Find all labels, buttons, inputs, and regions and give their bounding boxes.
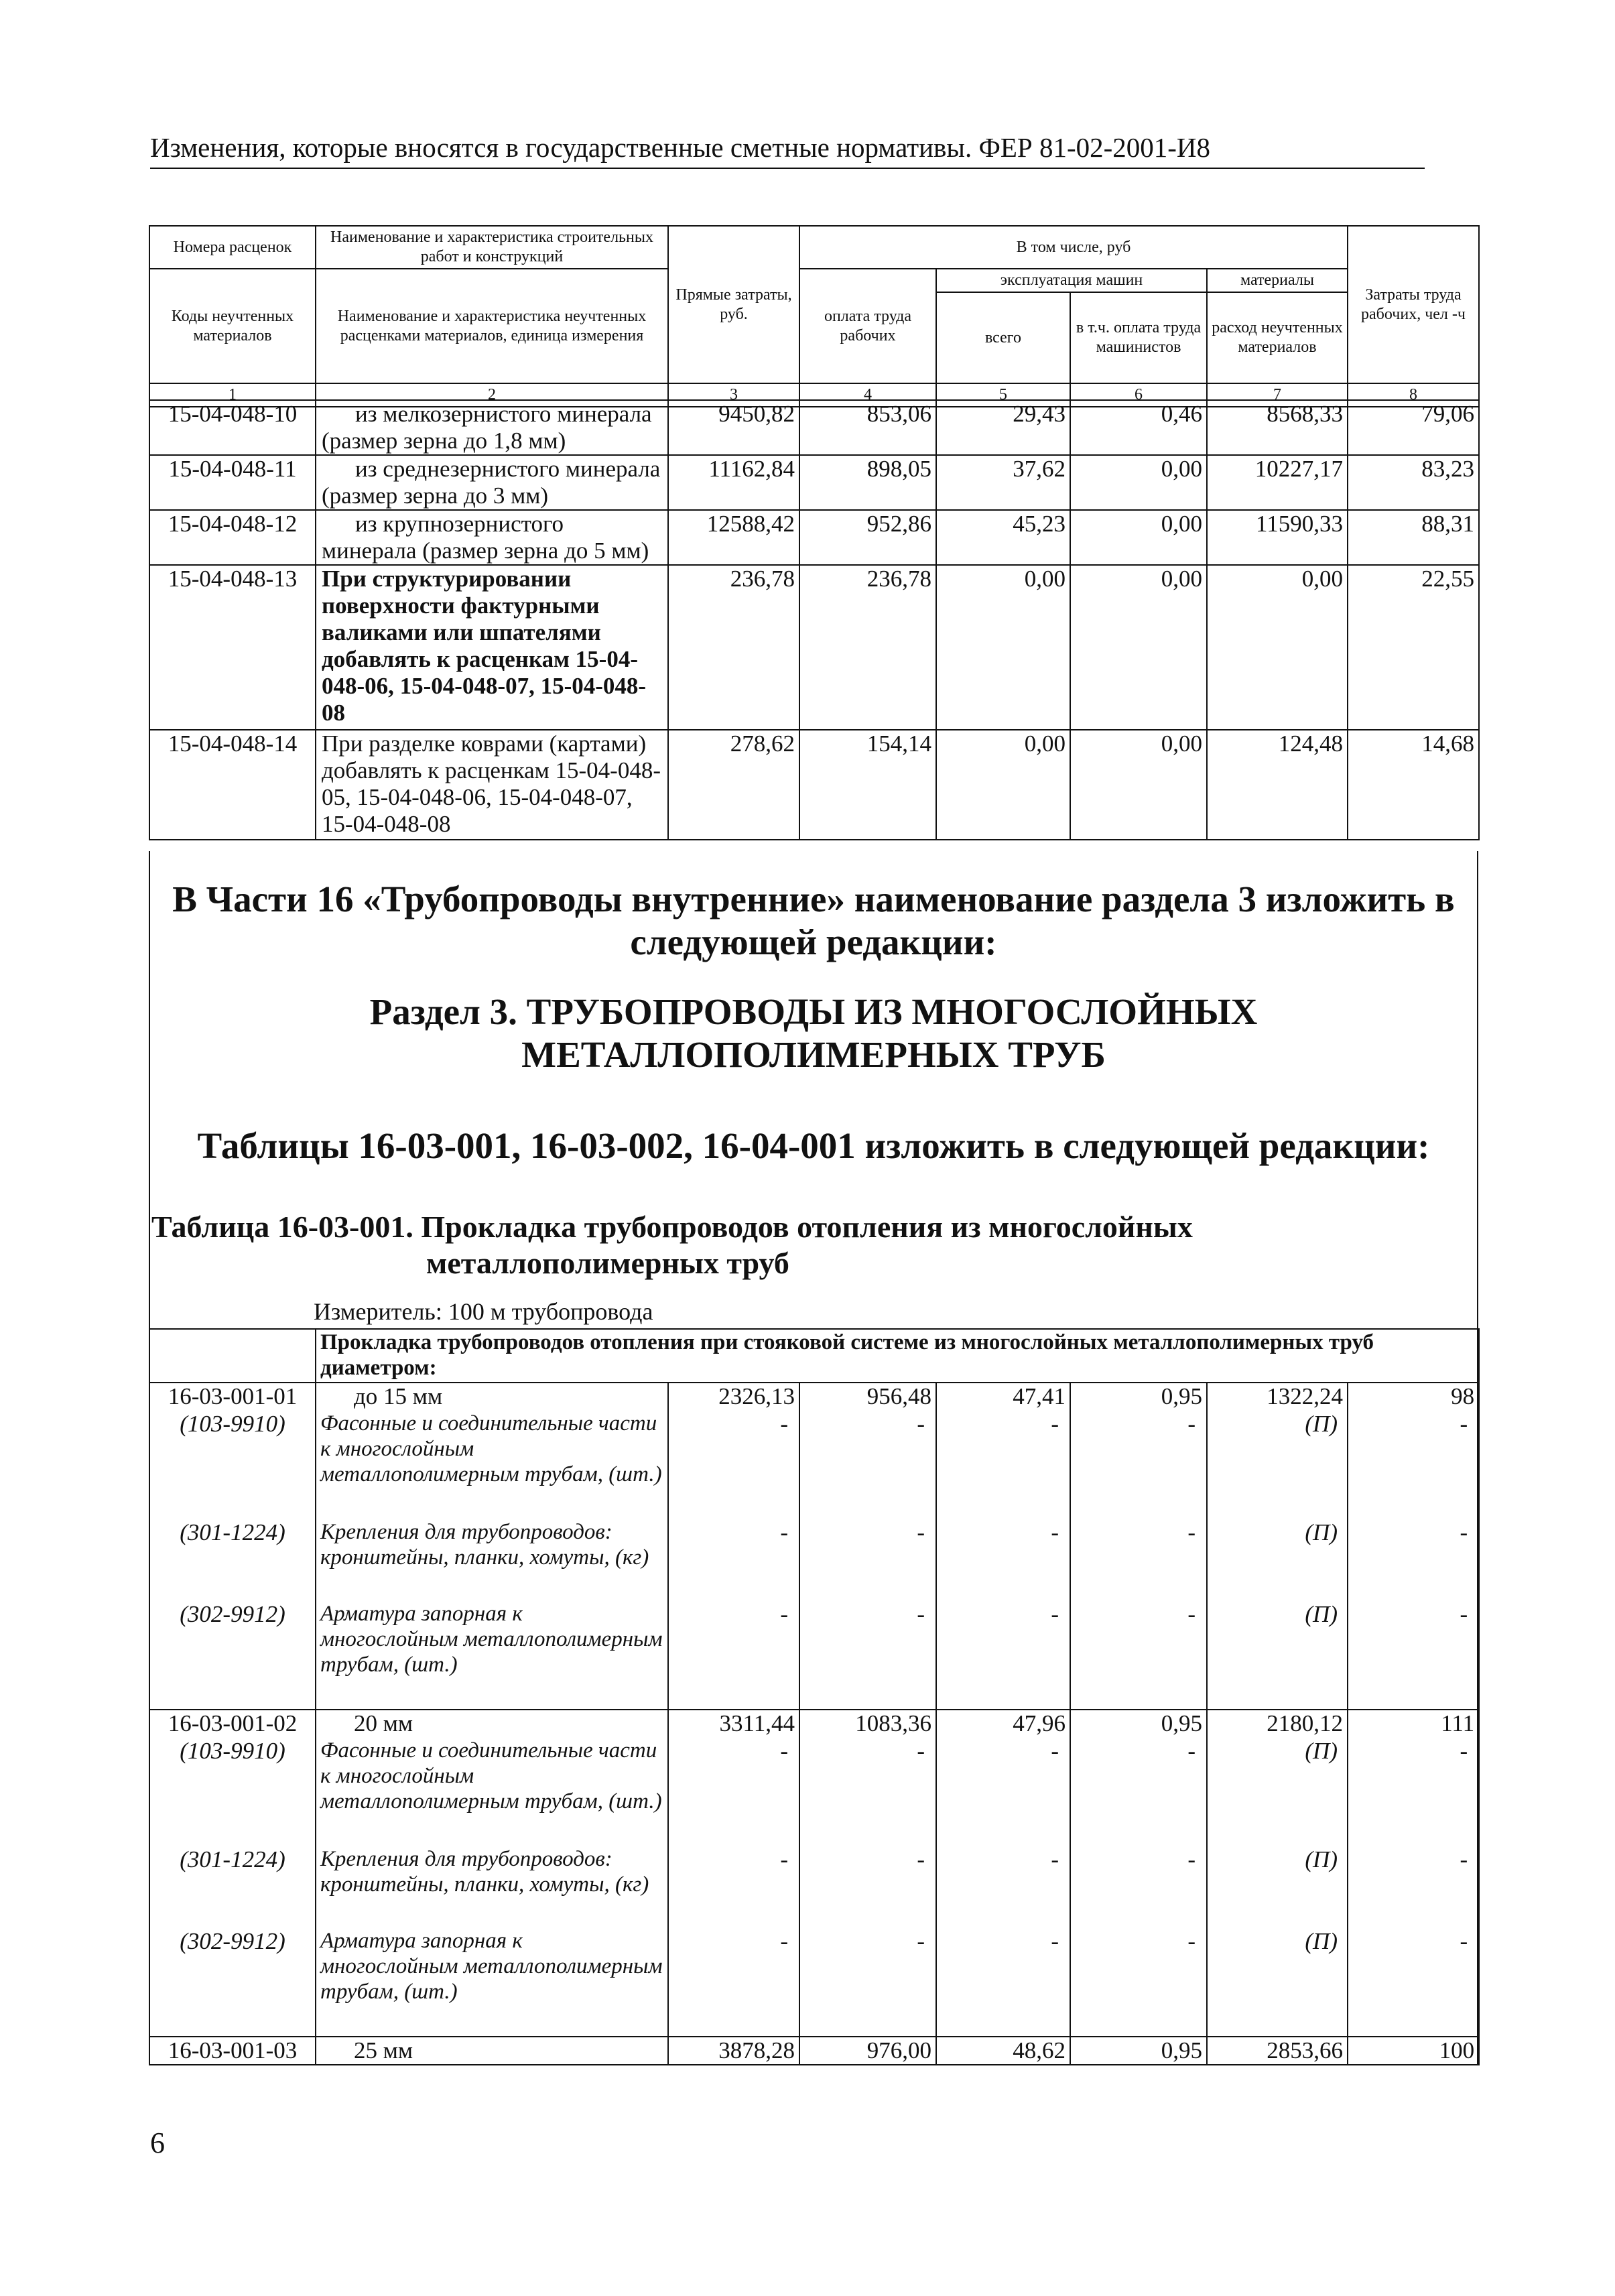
page-number: 6	[150, 2126, 165, 2159]
cell-value: -	[936, 1601, 1070, 1710]
cell-value: 2326,13	[668, 1383, 799, 1411]
rate-name: из крупнозернистого минерала (размер зерна до 5 мм)	[316, 510, 668, 565]
col-num: 8	[1348, 383, 1479, 407]
table-row	[149, 455, 1479, 510]
material-code: (301-1224)	[149, 1519, 316, 1601]
cell-value: -	[936, 1411, 1070, 1519]
cell-value: 236,78	[668, 565, 799, 730]
cell-value: 124,48	[1207, 730, 1348, 840]
blank-cell	[149, 1329, 316, 1383]
table-row	[149, 1383, 1479, 1411]
col-num: 1	[149, 383, 316, 407]
cell-value: 0,00	[1070, 565, 1207, 730]
cell-value: 98	[1348, 1383, 1479, 1411]
table-row	[149, 510, 1479, 565]
cell-value: 1083,36	[799, 1710, 936, 1738]
machines-header: эксплуатация машин	[936, 269, 1207, 292]
material-row	[149, 1519, 1479, 1601]
col-num: 4	[799, 383, 936, 407]
cell-value: 11162,84	[668, 455, 799, 510]
cell-value: -	[1348, 1411, 1479, 1519]
cell-value: 0,95	[1070, 1383, 1207, 1411]
rates-table-16-03-001	[149, 1328, 1480, 2065]
cell-value: 0,95	[1070, 2037, 1207, 2065]
cell-value: -	[936, 1738, 1070, 1846]
cell-value: 976,00	[799, 2037, 936, 2065]
cell-value: 14,68	[1348, 730, 1479, 840]
cell-value: 0,95	[1070, 1710, 1207, 1738]
material-row	[149, 1601, 1479, 1710]
col-num: 7	[1207, 383, 1348, 407]
cell-value: 154,14	[799, 730, 936, 840]
cell-value: -	[668, 1846, 799, 1928]
materials-header: материалы	[1207, 269, 1348, 292]
col5-header: всего	[936, 292, 1070, 383]
rate-code: 15-04-048-12	[149, 510, 316, 565]
col-num: 6	[1070, 383, 1207, 407]
cell-value: -	[1070, 1928, 1207, 2037]
cell-value: 0,00	[1207, 565, 1348, 730]
cell-value: -	[668, 1928, 799, 2037]
cell-value: -	[1348, 1928, 1479, 2037]
material-name: Крепления для трубопроводов: кронштейны, планки, хомуты, (кг)	[316, 1846, 668, 1928]
section-instruction: В Части 16 «Трубопроводы внутренние» наименование раздела 3 изложить в следующей редакции:	[172, 879, 1455, 962]
measure-unit: Измеритель: 100 м трубопровода	[314, 1298, 653, 1325]
table-title-line-1: Таблица 16-03-001. Прокладка трубопроводов отопления из многослойных	[151, 1210, 1193, 1244]
material-code: (302-9912)	[149, 1601, 316, 1710]
cell-value: -	[936, 1928, 1070, 2037]
cell-value: 10227,17	[1207, 455, 1348, 510]
rate-code: 16-03-001-03	[149, 2037, 316, 2065]
cell-value: 100	[1348, 2037, 1479, 2065]
col1-top-header: Номера расценок	[149, 226, 316, 269]
col7-header: расход неучтенных материалов	[1207, 292, 1348, 383]
cell-value: 47,41	[936, 1383, 1070, 1411]
cell-value: (П)	[1207, 1519, 1348, 1601]
rates-table-15-04-048	[149, 399, 1480, 840]
material-name: Крепления для трубопроводов: кронштейны, планки, хомуты, (кг)	[316, 1519, 668, 1601]
cell-value: 0,00	[1070, 510, 1207, 565]
cell-value: 88,31	[1348, 510, 1479, 565]
table-row	[149, 1710, 1479, 1738]
material-row	[149, 1928, 1479, 2037]
cell-value: (П)	[1207, 1601, 1348, 1710]
cell-value: (П)	[1207, 1411, 1348, 1519]
cell-value: -	[799, 1601, 936, 1710]
material-row	[149, 1846, 1479, 1928]
cell-value: (П)	[1207, 1846, 1348, 1928]
col4-header: оплата труда рабочих	[799, 269, 936, 383]
cell-value: 111	[1348, 1710, 1479, 1738]
cell-value: 952,86	[799, 510, 936, 565]
cell-value: 29,43	[936, 400, 1070, 455]
cell-value: 9450,82	[668, 400, 799, 455]
cell-value: 0,00	[1070, 455, 1207, 510]
rate-name: 25 мм	[316, 2037, 668, 2065]
rate-code: 16-03-001-02	[149, 1710, 316, 1738]
cell-value: 278,62	[668, 730, 799, 840]
header-rule	[150, 168, 1425, 169]
cell-value: 12588,42	[668, 510, 799, 565]
cell-value: -	[668, 1601, 799, 1710]
cell-value: -	[936, 1519, 1070, 1601]
cell-value: -	[668, 1411, 799, 1519]
col1-bottom-header: Коды неучтенных материалов	[149, 269, 316, 383]
rate-name: до 15 мм	[316, 1383, 668, 1411]
cell-value: -	[1070, 1519, 1207, 1601]
rate-code: 15-04-048-14	[149, 730, 316, 840]
cell-value: (П)	[1207, 1928, 1348, 2037]
cell-value: -	[936, 1846, 1070, 1928]
material-code: (103-9910)	[149, 1411, 316, 1519]
cell-value: 8568,33	[1207, 400, 1348, 455]
rate-name: из среднезернистого минерала (размер зерна до 3 мм)	[316, 455, 668, 510]
table-row	[149, 565, 1479, 730]
cell-value: -	[1348, 1846, 1479, 1928]
cell-value: 48,62	[936, 2037, 1070, 2065]
cell-value: -	[1348, 1601, 1479, 1710]
cell-value: -	[1070, 1846, 1207, 1928]
cell-value: 2853,66	[1207, 2037, 1348, 2065]
rate-code: 15-04-048-11	[149, 455, 316, 510]
col6-header: в т.ч. оплата труда машинистов	[1070, 292, 1207, 383]
material-name: Фасонные и соединительные части к многослойным металлополимерным трубам, (шт.)	[316, 1738, 668, 1846]
cell-value: 898,05	[799, 455, 936, 510]
col-num: 5	[936, 383, 1070, 407]
cell-value: 2180,12	[1207, 1710, 1348, 1738]
running-header: Изменения, которые вносятся в государственные сметные нормативы. ФЕР 81-02-2001-И8	[150, 132, 1211, 163]
cell-value: -	[799, 1846, 936, 1928]
material-row	[149, 1738, 1479, 1846]
cell-value: 0,46	[1070, 400, 1207, 455]
cell-value: 0,00	[936, 565, 1070, 730]
cell-value: -	[668, 1519, 799, 1601]
cell-value: 37,62	[936, 455, 1070, 510]
cell-value: -	[1348, 1738, 1479, 1846]
material-row	[149, 1411, 1479, 1519]
material-code: (301-1224)	[149, 1846, 316, 1928]
rate-name: 20 мм	[316, 1710, 668, 1738]
table-row	[149, 2037, 1479, 2065]
material-name: Фасонные и соединительные части к многослойным металлополимерным трубам, (шт.)	[316, 1411, 668, 1519]
rate-code: 15-04-048-10	[149, 400, 316, 455]
cell-value: -	[1070, 1738, 1207, 1846]
cell-value: 45,23	[936, 510, 1070, 565]
table-title-line-2: металлополимерных труб	[426, 1246, 789, 1280]
cell-value: -	[668, 1738, 799, 1846]
cell-value: -	[799, 1928, 936, 2037]
col2-top-header: Наименование и характеристика строительных работ и конструкций	[316, 226, 668, 269]
material-code: (302-9912)	[149, 1928, 316, 2037]
cell-value: -	[1348, 1519, 1479, 1601]
cell-value: 236,78	[799, 565, 936, 730]
table-header	[149, 225, 1480, 407]
cell-value: 79,06	[1348, 400, 1479, 455]
cell-value: 853,06	[799, 400, 936, 455]
cell-value: -	[1070, 1601, 1207, 1710]
cell-value: 956,48	[799, 1383, 936, 1411]
cell-value: -	[799, 1519, 936, 1601]
cell-value: -	[799, 1411, 936, 1519]
table-row	[149, 400, 1479, 455]
material-code: (103-9910)	[149, 1738, 316, 1846]
material-name: Арматура запорная к многослойным металлополимерным трубам, (шт.)	[316, 1601, 668, 1710]
cell-value: 83,23	[1348, 455, 1479, 510]
cell-value: -	[1070, 1411, 1207, 1519]
col2-bottom-header: Наименование и характеристика неучтенных расценками материалов, единица измерения	[316, 269, 668, 383]
table-row	[149, 730, 1479, 840]
material-name: Арматура запорная к многослойным металлополимерным трубам, (шт.)	[316, 1928, 668, 2037]
rate-code: 15-04-048-13	[149, 565, 316, 730]
cell-value: 47,96	[936, 1710, 1070, 1738]
tables-instruction: Таблицы 16-03-001, 16-03-002, 16-04-001 изложить в следующей редакции:	[197, 1125, 1430, 1166]
cell-value: 0,00	[1070, 730, 1207, 840]
rate-name: из мелкозернистого минерала (размер зерна до 1,8 мм)	[316, 400, 668, 455]
rate-name: При структурировании поверхности фактурными валиками или шпателями добавлять к расценкам 15-04-048-06, 15-04-048-07, 15-04-048-08	[316, 565, 668, 730]
group-row	[149, 1329, 1479, 1383]
section-title: Раздел 3. ТРУБОПРОВОДЫ ИЗ МНОГОСЛОЙНЫХ МЕТАЛЛОПОЛИМЕРНЫХ ТРУБ	[369, 991, 1258, 1075]
col-num: 3	[668, 383, 799, 407]
rate-code: 16-03-001-01	[149, 1383, 316, 1411]
cell-value: (П)	[1207, 1738, 1348, 1846]
cell-value: 0,00	[936, 730, 1070, 840]
col8-header: Затраты труда рабочих, чел -ч	[1348, 226, 1479, 383]
group-title: Прокладка трубопроводов отопления при стояковой системе из многослойных металлополимерных труб диаметром:	[316, 1329, 1479, 1383]
rate-name: При разделке коврами (картами) добавлять к расценкам 15-04-048-05, 15-04-048-06, 15-04-048-07, 15-04-048-08	[316, 730, 668, 840]
cell-value: 11590,33	[1207, 510, 1348, 565]
cell-value: 22,55	[1348, 565, 1479, 730]
cell-value: 3311,44	[668, 1710, 799, 1738]
group-header: В том числе, руб	[799, 226, 1348, 269]
cell-value: 3878,28	[668, 2037, 799, 2065]
cell-value: -	[799, 1738, 936, 1846]
cell-value: 1322,24	[1207, 1383, 1348, 1411]
col-num: 2	[316, 383, 668, 407]
col3-header: Прямые затраты, руб.	[668, 226, 799, 383]
